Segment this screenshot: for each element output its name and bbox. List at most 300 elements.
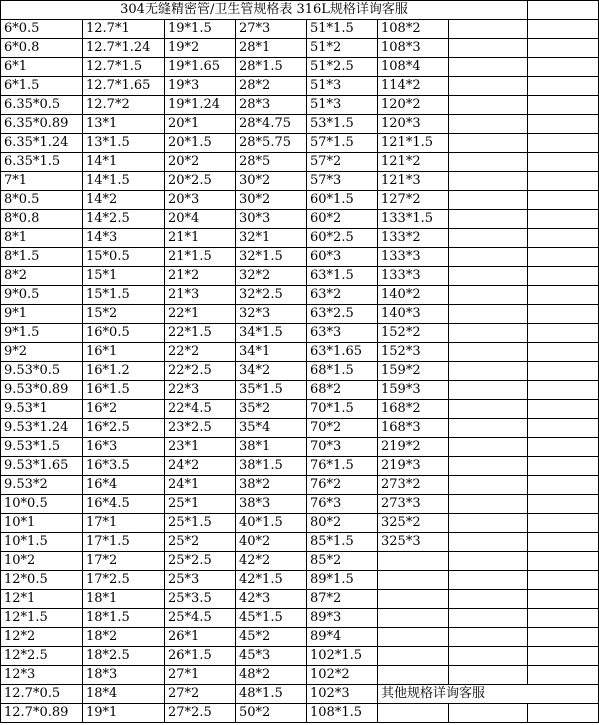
spec-cell[interactable]: 48*2 (236, 666, 307, 685)
spec-cell[interactable]: 325*2 (378, 514, 449, 533)
empty-cell[interactable] (528, 666, 599, 685)
spec-cell[interactable]: 51*3 (307, 77, 378, 96)
spec-cell[interactable] (378, 609, 449, 628)
empty-cell[interactable] (528, 381, 599, 400)
spec-cell[interactable]: 133*2 (378, 229, 449, 248)
spec-cell[interactable]: 27*1 (165, 666, 236, 685)
spec-cell[interactable]: 34*1.5 (236, 324, 307, 343)
empty-cell[interactable] (528, 96, 599, 115)
spec-cell[interactable]: 32*1 (236, 229, 307, 248)
spec-cell[interactable]: 20*1 (165, 115, 236, 134)
spec-cell[interactable]: 9.53*0.89 (1, 381, 83, 400)
spec-cell[interactable]: 12*1.5 (1, 609, 83, 628)
spec-cell[interactable]: 57*3 (307, 172, 378, 191)
spec-cell[interactable]: 108*2 (378, 20, 449, 39)
spec-cell[interactable]: 8*0.5 (1, 191, 83, 210)
spec-cell[interactable]: 18*2 (83, 628, 165, 647)
spec-cell[interactable]: 12*0.5 (1, 571, 83, 590)
spec-cell[interactable]: 219*2 (378, 438, 449, 457)
spec-cell[interactable]: 38*1 (236, 438, 307, 457)
spec-cell[interactable]: 120*2 (378, 96, 449, 115)
empty-cell[interactable] (449, 96, 528, 115)
empty-cell[interactable] (449, 153, 528, 172)
empty-cell[interactable] (528, 58, 599, 77)
empty-cell[interactable] (528, 362, 599, 381)
spec-cell[interactable]: 7*1 (1, 172, 83, 191)
spec-cell[interactable]: 87*2 (307, 590, 378, 609)
spec-cell[interactable]: 68*1.5 (307, 362, 378, 381)
spec-cell[interactable]: 51*2.5 (307, 58, 378, 77)
empty-cell[interactable] (449, 343, 528, 362)
spec-cell[interactable]: 8*0.8 (1, 210, 83, 229)
spec-cell[interactable]: 25*2 (165, 533, 236, 552)
spec-cell[interactable]: 32*2 (236, 267, 307, 286)
spec-cell[interactable]: 168*3 (378, 419, 449, 438)
spec-cell[interactable]: 8*1.5 (1, 248, 83, 267)
empty-cell[interactable] (449, 305, 528, 324)
empty-cell[interactable] (449, 571, 528, 590)
empty-cell[interactable] (528, 590, 599, 609)
empty-cell[interactable] (528, 210, 599, 229)
empty-cell[interactable] (449, 134, 528, 153)
spec-cell[interactable]: 16*1.2 (83, 362, 165, 381)
spec-cell[interactable]: 6.35*1.5 (1, 153, 83, 172)
spec-cell[interactable]: 133*1.5 (378, 210, 449, 229)
spec-cell[interactable]: 9.53*1.5 (1, 438, 83, 457)
spec-cell[interactable]: 21*3 (165, 286, 236, 305)
empty-cell[interactable] (528, 115, 599, 134)
spec-cell[interactable]: 16*3.5 (83, 457, 165, 476)
spec-cell[interactable]: 60*3 (307, 248, 378, 267)
empty-cell[interactable] (528, 267, 599, 286)
spec-cell[interactable]: 70*3 (307, 438, 378, 457)
spec-cell[interactable]: 6.35*0.89 (1, 115, 83, 134)
spec-cell[interactable]: 17*2.5 (83, 571, 165, 590)
empty-cell[interactable] (528, 438, 599, 457)
spec-cell[interactable]: 219*3 (378, 457, 449, 476)
spec-cell[interactable]: 120*3 (378, 115, 449, 134)
spec-cell[interactable]: 121*1.5 (378, 134, 449, 153)
spec-cell[interactable]: 15*2 (83, 305, 165, 324)
empty-cell[interactable] (449, 647, 528, 666)
empty-cell[interactable] (449, 419, 528, 438)
spec-cell[interactable]: 22*2.5 (165, 362, 236, 381)
spec-cell[interactable]: 17*2 (83, 552, 165, 571)
table-row (1, 229, 599, 248)
empty-cell[interactable] (528, 324, 599, 343)
spec-cell[interactable]: 12*2 (1, 628, 83, 647)
spec-cell[interactable]: 6*0.8 (1, 39, 83, 58)
spec-cell[interactable]: 16*2.5 (83, 419, 165, 438)
empty-cell[interactable] (449, 267, 528, 286)
note-cell[interactable]: 其他规格详询客服 (378, 685, 599, 704)
spec-cell[interactable]: 60*2 (307, 210, 378, 229)
spec-cell[interactable]: 9.53*1.24 (1, 419, 83, 438)
spec-cell[interactable]: 19*1.65 (165, 58, 236, 77)
spec-cell[interactable]: 108*1.5 (307, 704, 378, 723)
table-body (1, 1, 599, 723)
spec-cell[interactable]: 22*3 (165, 381, 236, 400)
spec-cell[interactable]: 53*1.5 (307, 115, 378, 134)
spec-cell[interactable]: 25*1 (165, 495, 236, 514)
spec-cell[interactable]: 325*3 (378, 533, 449, 552)
spec-cell[interactable]: 35*2 (236, 400, 307, 419)
spec-cell[interactable]: 42*1.5 (236, 571, 307, 590)
spec-cell[interactable]: 9*0.5 (1, 286, 83, 305)
empty-cell[interactable] (449, 286, 528, 305)
spec-cell[interactable]: 42*2 (236, 552, 307, 571)
spec-cell[interactable]: 40*2 (236, 533, 307, 552)
spec-cell[interactable]: 45*1.5 (236, 609, 307, 628)
spec-cell[interactable]: 32*3 (236, 305, 307, 324)
empty-cell[interactable] (528, 647, 599, 666)
spec-cell[interactable]: 12*2.5 (1, 647, 83, 666)
spec-cell[interactable]: 12*3 (1, 666, 83, 685)
empty-cell[interactable] (449, 324, 528, 343)
spec-cell[interactable]: 63*2.5 (307, 305, 378, 324)
empty-cell[interactable] (449, 172, 528, 191)
empty-cell[interactable] (528, 39, 599, 58)
spec-cell[interactable]: 14*1 (83, 153, 165, 172)
spec-cell[interactable]: 28*3 (236, 96, 307, 115)
empty-cell[interactable] (528, 1, 599, 20)
spec-cell[interactable]: 27*3 (236, 20, 307, 39)
spec-cell[interactable]: 18*3 (83, 666, 165, 685)
spec-cell[interactable]: 51*2 (307, 39, 378, 58)
spec-cell[interactable]: 80*2 (307, 514, 378, 533)
spec-cell[interactable]: 15*1.5 (83, 286, 165, 305)
spec-cell[interactable]: 12.7*1 (83, 20, 165, 39)
spec-cell[interactable]: 68*2 (307, 381, 378, 400)
empty-cell[interactable] (528, 20, 599, 39)
spec-cell[interactable]: 30*3 (236, 210, 307, 229)
empty-cell[interactable] (449, 39, 528, 58)
spec-cell[interactable]: 89*4 (307, 628, 378, 647)
spec-cell[interactable]: 9.53*1 (1, 400, 83, 419)
spec-cell[interactable]: 22*4.5 (165, 400, 236, 419)
empty-cell[interactable] (528, 172, 599, 191)
spec-cell[interactable]: 273*2 (378, 476, 449, 495)
spec-cell[interactable]: 102*3 (307, 685, 378, 704)
spec-cell[interactable]: 13*1.5 (83, 134, 165, 153)
spec-cell[interactable]: 9.53*2 (1, 476, 83, 495)
spec-cell[interactable]: 121*2 (378, 153, 449, 172)
empty-cell[interactable] (449, 609, 528, 628)
spec-cell[interactable]: 89*3 (307, 609, 378, 628)
spec-cell[interactable]: 34*1 (236, 343, 307, 362)
spec-cell[interactable]: 19*1.5 (165, 20, 236, 39)
empty-cell[interactable] (449, 191, 528, 210)
spec-cell[interactable]: 38*2 (236, 476, 307, 495)
empty-cell[interactable] (528, 134, 599, 153)
spec-cell[interactable]: 22*1.5 (165, 324, 236, 343)
empty-cell[interactable] (449, 628, 528, 647)
spec-cell[interactable]: 32*2.5 (236, 286, 307, 305)
spec-cell[interactable]: 20*1.5 (165, 134, 236, 153)
spec-cell[interactable]: 24*1 (165, 476, 236, 495)
spec-cell[interactable]: 140*2 (378, 286, 449, 305)
spec-cell[interactable]: 152*2 (378, 324, 449, 343)
spec-cell[interactable]: 22*1 (165, 305, 236, 324)
empty-cell[interactable] (528, 343, 599, 362)
spec-cell[interactable]: 12.7*2 (83, 96, 165, 115)
spec-cell[interactable]: 60*2.5 (307, 229, 378, 248)
empty-cell[interactable] (528, 229, 599, 248)
spec-cell[interactable]: 25*1.5 (165, 514, 236, 533)
spec-cell[interactable]: 20*2.5 (165, 172, 236, 191)
spec-cell[interactable]: 18*2.5 (83, 647, 165, 666)
spec-cell[interactable]: 57*2 (307, 153, 378, 172)
spec-cell[interactable]: 27*2.5 (165, 704, 236, 723)
spec-cell[interactable]: 16*4.5 (83, 495, 165, 514)
spec-cell[interactable]: 10*0.5 (1, 495, 83, 514)
spec-cell[interactable]: 14*2 (83, 191, 165, 210)
spec-cell[interactable]: 23*2.5 (165, 419, 236, 438)
spec-cell[interactable]: 8*1 (1, 229, 83, 248)
spec-cell[interactable]: 26*1 (165, 628, 236, 647)
empty-cell[interactable] (528, 514, 599, 533)
spec-cell[interactable]: 21*2 (165, 267, 236, 286)
spec-cell[interactable]: 12.7*1.65 (83, 77, 165, 96)
empty-cell[interactable] (449, 229, 528, 248)
spec-cell[interactable]: 6*1 (1, 58, 83, 77)
spec-cell[interactable] (378, 552, 449, 571)
spec-cell[interactable]: 42*3 (236, 590, 307, 609)
spec-cell[interactable]: 27*2 (165, 685, 236, 704)
empty-cell[interactable] (449, 476, 528, 495)
spec-cell[interactable]: 21*1 (165, 229, 236, 248)
spec-cell[interactable]: 21*1.5 (165, 248, 236, 267)
empty-cell[interactable] (528, 495, 599, 514)
spec-cell[interactable]: 28*5.75 (236, 134, 307, 153)
spec-cell[interactable]: 45*3 (236, 647, 307, 666)
spec-cell[interactable]: 16*4 (83, 476, 165, 495)
spec-cell[interactable]: 25*3 (165, 571, 236, 590)
spec-cell[interactable]: 38*1.5 (236, 457, 307, 476)
spec-cell[interactable]: 140*3 (378, 305, 449, 324)
spec-cell[interactable]: 14*1.5 (83, 172, 165, 191)
spec-cell[interactable]: 85*1.5 (307, 533, 378, 552)
empty-cell[interactable] (528, 476, 599, 495)
spec-cell[interactable]: 12.7*1.24 (83, 39, 165, 58)
empty-cell[interactable] (528, 286, 599, 305)
spec-cell[interactable]: 133*3 (378, 248, 449, 267)
spec-cell[interactable]: 50*2 (236, 704, 307, 723)
empty-cell[interactable] (528, 248, 599, 267)
spec-cell[interactable]: 16*2 (83, 400, 165, 419)
spec-cell[interactable]: 30*2 (236, 191, 307, 210)
spec-cell[interactable]: 10*1.5 (1, 533, 83, 552)
spec-cell[interactable] (378, 666, 449, 685)
spec-cell[interactable]: 9*2 (1, 343, 83, 362)
empty-cell[interactable] (528, 609, 599, 628)
spec-cell[interactable]: 28*5 (236, 153, 307, 172)
spec-cell[interactable]: 28*1 (236, 39, 307, 58)
spec-cell[interactable]: 121*3 (378, 172, 449, 191)
spec-cell[interactable]: 12.7*0.5 (1, 685, 83, 704)
empty-cell[interactable] (528, 571, 599, 590)
empty-cell[interactable] (449, 210, 528, 229)
empty-cell[interactable] (449, 438, 528, 457)
spec-cell[interactable]: 6*1.5 (1, 77, 83, 96)
empty-cell[interactable] (449, 381, 528, 400)
empty-cell[interactable] (528, 191, 599, 210)
spec-cell[interactable]: 14*2.5 (83, 210, 165, 229)
spec-cell[interactable]: 19*1 (83, 704, 165, 723)
empty-cell[interactable] (449, 400, 528, 419)
empty-cell[interactable] (528, 457, 599, 476)
spec-cell[interactable]: 63*3 (307, 324, 378, 343)
empty-cell[interactable] (449, 20, 528, 39)
empty-cell[interactable] (528, 77, 599, 96)
spec-cell[interactable]: 10*1 (1, 514, 83, 533)
spec-cell[interactable] (378, 647, 449, 666)
spec-cell[interactable]: 9.53*0.5 (1, 362, 83, 381)
spec-cell[interactable]: 9.53*1.65 (1, 457, 83, 476)
spec-cell[interactable]: 13*1 (83, 115, 165, 134)
empty-cell[interactable] (449, 495, 528, 514)
spec-cell[interactable]: 16*1 (83, 343, 165, 362)
empty-cell[interactable] (449, 248, 528, 267)
empty-cell[interactable] (449, 552, 528, 571)
spec-cell[interactable]: 18*1.5 (83, 609, 165, 628)
spec-cell[interactable]: 10*2 (1, 552, 83, 571)
spec-cell[interactable]: 15*1 (83, 267, 165, 286)
spec-cell[interactable]: 16*1.5 (83, 381, 165, 400)
empty-cell[interactable] (528, 533, 599, 552)
spec-cell[interactable]: 16*3 (83, 438, 165, 457)
spec-cell[interactable] (378, 590, 449, 609)
spec-cell[interactable]: 12.7*1.5 (83, 58, 165, 77)
spec-cell[interactable]: 63*1.65 (307, 343, 378, 362)
spec-cell[interactable]: 34*2 (236, 362, 307, 381)
spec-cell[interactable]: 28*4.75 (236, 115, 307, 134)
table-row (1, 419, 599, 438)
spec-cell[interactable]: 38*3 (236, 495, 307, 514)
spec-cell[interactable]: 9*1 (1, 305, 83, 324)
empty-cell[interactable] (449, 533, 528, 552)
empty-cell[interactable] (528, 400, 599, 419)
spec-cell[interactable]: 168*2 (378, 400, 449, 419)
empty-cell[interactable] (528, 153, 599, 172)
spec-cell[interactable]: 152*3 (378, 343, 449, 362)
spec-cell[interactable]: 28*2 (236, 77, 307, 96)
spec-cell[interactable]: 273*3 (378, 495, 449, 514)
empty-cell[interactable] (449, 666, 528, 685)
spec-cell[interactable]: 14*3 (83, 229, 165, 248)
spec-cell[interactable]: 18*4 (83, 685, 165, 704)
table-row (1, 96, 599, 115)
empty-cell[interactable] (528, 305, 599, 324)
empty-cell[interactable] (449, 58, 528, 77)
empty-cell[interactable] (528, 704, 599, 723)
spec-cell[interactable]: 51*1.5 (307, 20, 378, 39)
spec-cell[interactable]: 108*4 (378, 58, 449, 77)
spec-cell[interactable]: 16*0.5 (83, 324, 165, 343)
spec-cell[interactable]: 15*0.5 (83, 248, 165, 267)
spec-cell[interactable]: 63*1.5 (307, 267, 378, 286)
spec-cell[interactable]: 57*1.5 (307, 134, 378, 153)
spec-cell[interactable]: 28*1.5 (236, 58, 307, 77)
spec-cell[interactable]: 76*1.5 (307, 457, 378, 476)
spec-cell[interactable]: 20*3 (165, 191, 236, 210)
spec-cell[interactable]: 19*1.24 (165, 96, 236, 115)
spec-cell[interactable]: 19*2 (165, 39, 236, 58)
spec-cell[interactable]: 60*1.5 (307, 191, 378, 210)
spec-cell[interactable]: 26*1.5 (165, 647, 236, 666)
spec-cell[interactable]: 85*2 (307, 552, 378, 571)
empty-cell[interactable] (449, 514, 528, 533)
spec-cell[interactable]: 25*4.5 (165, 609, 236, 628)
spec-cell[interactable]: 20*2 (165, 153, 236, 172)
spec-cell[interactable]: 102*2 (307, 666, 378, 685)
spec-cell[interactable]: 35*4 (236, 419, 307, 438)
spec-cell[interactable]: 108*3 (378, 39, 449, 58)
spec-cell[interactable]: 17*1 (83, 514, 165, 533)
spec-cell[interactable]: 40*1.5 (236, 514, 307, 533)
spec-cell[interactable]: 25*3.5 (165, 590, 236, 609)
spec-cell[interactable]: 48*1.5 (236, 685, 307, 704)
spec-cell[interactable]: 51*3 (307, 96, 378, 115)
spec-cell[interactable]: 6.35*1.24 (1, 134, 83, 153)
spec-cell[interactable]: 18*1 (83, 590, 165, 609)
table-title[interactable]: 304无缝精密管/卫生管规格表 316L规格详询客服 (1, 1, 528, 20)
empty-cell[interactable] (528, 628, 599, 647)
spec-cell[interactable]: 159*3 (378, 381, 449, 400)
spec-cell[interactable]: 114*2 (378, 77, 449, 96)
spec-cell[interactable] (378, 704, 449, 723)
spec-cell[interactable]: 35*1.5 (236, 381, 307, 400)
spec-cell[interactable]: 76*3 (307, 495, 378, 514)
spec-cell[interactable]: 70*1.5 (307, 400, 378, 419)
empty-cell[interactable] (449, 115, 528, 134)
empty-cell[interactable] (528, 419, 599, 438)
spec-cell[interactable]: 89*1.5 (307, 571, 378, 590)
spec-cell[interactable]: 12*1 (1, 590, 83, 609)
spec-cell[interactable]: 133*3 (378, 267, 449, 286)
spec-cell[interactable]: 63*2 (307, 286, 378, 305)
spec-cell[interactable] (378, 571, 449, 590)
empty-cell[interactable] (449, 457, 528, 476)
empty-cell[interactable] (449, 362, 528, 381)
spec-cell[interactable]: 32*1.5 (236, 248, 307, 267)
spec-cell[interactable]: 17*1.5 (83, 533, 165, 552)
spec-cell[interactable]: 127*2 (378, 191, 449, 210)
spec-cell[interactable]: 6.35*0.5 (1, 96, 83, 115)
spec-cell[interactable]: 76*2 (307, 476, 378, 495)
spec-cell[interactable]: 24*2 (165, 457, 236, 476)
spec-cell[interactable]: 23*1 (165, 438, 236, 457)
empty-cell[interactable] (449, 704, 528, 723)
spec-cell[interactable]: 22*2 (165, 343, 236, 362)
spec-cell[interactable]: 45*2 (236, 628, 307, 647)
spec-cell[interactable]: 12.7*0.89 (1, 704, 83, 723)
empty-cell[interactable] (449, 77, 528, 96)
spec-cell[interactable]: 70*2 (307, 419, 378, 438)
spec-cell[interactable]: 8*2 (1, 267, 83, 286)
spec-cell[interactable]: 9*1.5 (1, 324, 83, 343)
spec-cell[interactable]: 25*2.5 (165, 552, 236, 571)
spec-cell[interactable] (378, 628, 449, 647)
empty-cell[interactable] (528, 552, 599, 571)
spec-cell[interactable]: 20*4 (165, 210, 236, 229)
spec-cell[interactable]: 19*3 (165, 77, 236, 96)
spec-cell[interactable]: 102*1.5 (307, 647, 378, 666)
empty-cell[interactable] (449, 590, 528, 609)
spec-cell[interactable]: 6*0.5 (1, 20, 83, 39)
spec-cell[interactable]: 159*2 (378, 362, 449, 381)
spec-cell[interactable]: 30*2 (236, 172, 307, 191)
